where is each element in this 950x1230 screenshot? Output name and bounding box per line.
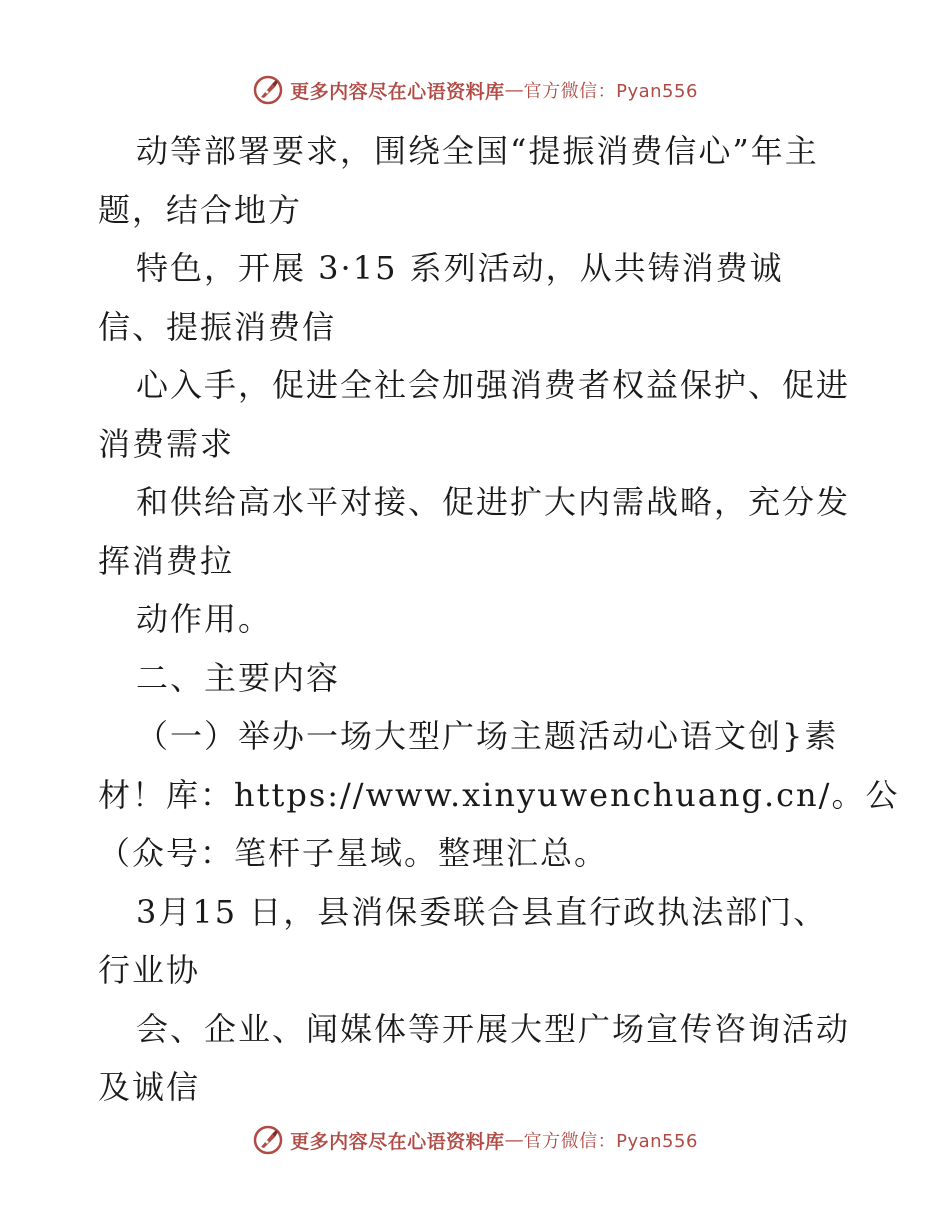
header-watermark-banner: [0, 70, 950, 110]
text-line: 材！库：https://www.xinyuwenchuang.cn/。公: [98, 775, 900, 814]
text-line: 和供给高水平对接、促进扩大内需战略，充分发: [136, 483, 851, 521]
fountain-pen-logo-icon: [252, 74, 284, 106]
text-line: （众号：笔杆子星域。整理汇总。: [98, 834, 609, 872]
text-line: 动等部署要求，围绕全国“提振消费信心”年主: [136, 132, 819, 170]
banner-wechat: 官方微信：Pyan556: [523, 81, 698, 102]
subsection-heading: （一）举办一场大型广场主题活动心语文创}素: [136, 717, 839, 755]
text-line: 心入手，促进全社会加强消费者权益保护、促进: [136, 366, 851, 404]
text-line: 会、企业、闻媒体等开展大型广场宣传咨询活动: [136, 1009, 851, 1048]
text-line: 特色，开展 3·15 系列活动，从共铸消费诚: [136, 249, 784, 287]
banner-title: 更多内容尽在心语资料库: [290, 1130, 505, 1153]
text-line: 信、提振消费信: [98, 307, 337, 346]
banner-dash: —: [504, 1129, 524, 1151]
text-line: 挥消费拉: [98, 541, 235, 580]
text-line: 行业协: [98, 951, 201, 989]
document-body: [98, 122, 900, 1117]
section-heading: 二、主要内容: [136, 658, 341, 697]
text-line: 题，结合地方: [98, 190, 303, 229]
text-line: 消费需求: [98, 424, 235, 463]
banner-dash: —: [504, 79, 524, 101]
footer-watermark-banner: [0, 1120, 950, 1160]
banner-title: 更多内容尽在心语资料库: [290, 80, 505, 103]
text-line: 3月15 日，县消保委联合县直行政执法部门、: [136, 892, 828, 931]
text-line: 动作用。: [136, 600, 273, 638]
text-line: 及诚信: [98, 1068, 201, 1106]
banner-wechat: 官方微信：Pyan556: [523, 1131, 698, 1152]
fountain-pen-logo-icon: [252, 1124, 284, 1156]
